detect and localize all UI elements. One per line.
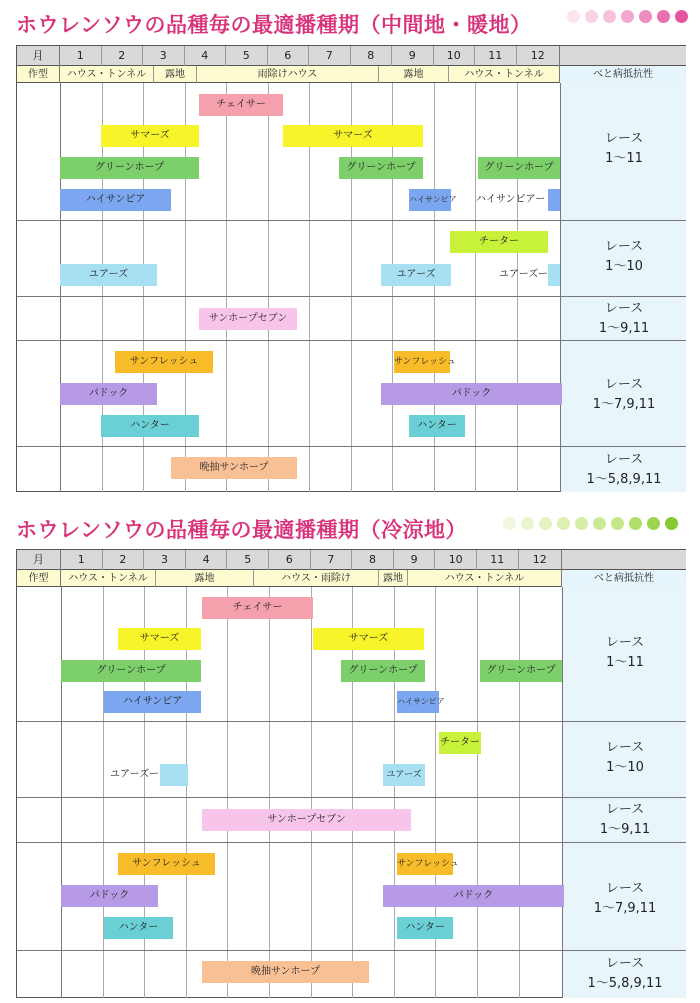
resistance-value: 1～9,11 xyxy=(599,822,651,837)
variety-bar-paddock: パドック xyxy=(381,383,562,405)
variety-bar-green-hope: グリーンホープ xyxy=(341,660,425,682)
month-2: 2 xyxy=(102,46,144,66)
resistance-value: 1～10 xyxy=(605,259,643,274)
resistance-race: レース xyxy=(604,377,644,392)
title-dot xyxy=(665,517,678,530)
variety-bar-sunfresh: サンフレッシュ xyxy=(118,853,215,875)
variety-label-yours: ユアーズー xyxy=(499,269,548,280)
resistance-cell xyxy=(562,843,686,950)
section-title: ホウレンソウの品種毎の最適播種期（冷涼地） xyxy=(16,518,467,542)
variety-bar-yours: ユアーズ xyxy=(60,264,157,286)
variety-bar-chaser: チェイサー xyxy=(199,94,283,116)
variety-bar-hi-sunpia: ハイサンピア xyxy=(104,691,201,713)
month-6: 6 xyxy=(268,46,310,66)
resistance-cell xyxy=(562,798,686,842)
resistance-cell xyxy=(562,722,686,797)
month-7: 7 xyxy=(311,550,353,570)
variety-bar-yours-end xyxy=(548,264,560,286)
month-9: 9 xyxy=(392,46,434,66)
variety-bar-yours-end xyxy=(160,764,188,786)
resistance-value: 1～9,11 xyxy=(598,321,650,336)
resistance-header: べと病抵抗性 xyxy=(560,66,686,83)
month-12: 12 xyxy=(517,46,561,66)
resistance-value: 1～10 xyxy=(606,760,644,775)
variety-bar-hunter: ハンター xyxy=(101,415,199,437)
resistance-value: 1～11 xyxy=(606,655,644,670)
variety-bar-yours: ユアーズ xyxy=(381,264,451,286)
month-3: 3 xyxy=(143,46,185,66)
variety-bar-green-hope: グリーンホープ xyxy=(478,157,560,179)
resistance-value: 1～5,8,9,11 xyxy=(586,472,662,487)
grid-line xyxy=(311,587,312,998)
variety-bar-sunhope-seven: サンホープセブン xyxy=(199,308,297,330)
grid-line xyxy=(227,587,228,998)
month-1: 1 xyxy=(60,46,102,66)
variety-bar-sunfresh: サンフレッシュ xyxy=(115,351,213,373)
title-dot xyxy=(675,10,688,23)
resistance-race: レース xyxy=(605,802,645,817)
month-11: 11 xyxy=(475,46,517,66)
resistance-race: レース xyxy=(605,881,645,896)
resistance-value: 1～5,8,9,11 xyxy=(587,976,663,991)
month-10: 10 xyxy=(435,550,477,570)
type-open-field: 露地 xyxy=(156,570,254,587)
month-6: 6 xyxy=(269,550,311,570)
section-title: ホウレンソウの品種毎の最適播種期（中間地・暖地） xyxy=(16,13,532,37)
title-dots xyxy=(503,517,687,531)
resistance-value: 1～7,9,11 xyxy=(593,901,657,916)
resistance-race: レース xyxy=(604,301,644,316)
schedule-body xyxy=(17,83,686,492)
month-2: 2 xyxy=(103,550,145,570)
variety-bar-paddock: パドック xyxy=(61,885,158,907)
month-8: 8 xyxy=(352,550,394,570)
grid-line xyxy=(517,83,518,492)
grid-line xyxy=(269,587,270,998)
schedule-table xyxy=(16,45,686,492)
title-dot xyxy=(647,517,660,530)
variety-bar-sunfresh: サンフレッシュ xyxy=(397,853,453,875)
title-dot xyxy=(575,517,588,530)
title-dot xyxy=(557,517,570,530)
schedule-table xyxy=(16,549,686,998)
month-label: 月 xyxy=(17,46,60,66)
resistance-value: 1～7,9,11 xyxy=(592,397,656,412)
title-dot xyxy=(611,517,624,530)
grid-line xyxy=(60,83,61,492)
schedule-body xyxy=(17,587,686,998)
variety-bar-green-hope: グリーンホープ xyxy=(60,157,199,179)
month-10: 10 xyxy=(434,46,476,66)
variety-bar-hi-sunpia: ハイサンピア xyxy=(397,691,439,713)
schedule-section-warm xyxy=(0,0,700,495)
month-5: 5 xyxy=(226,46,268,66)
resistance-header: べと病抵抗性 xyxy=(562,570,686,587)
grid-line xyxy=(477,587,478,998)
resistance-race: レース xyxy=(604,131,644,146)
month-header-row xyxy=(17,46,686,66)
title-dot xyxy=(639,10,652,23)
title-dot xyxy=(521,517,534,530)
month-5: 5 xyxy=(227,550,269,570)
month-1: 1 xyxy=(61,550,103,570)
resistance-header-blank xyxy=(562,550,686,570)
resistance-cell xyxy=(562,951,686,998)
month-4: 4 xyxy=(186,550,228,570)
variety-bar-yours: ユアーズ xyxy=(383,764,425,786)
title-dot xyxy=(657,10,670,23)
title-dot xyxy=(603,10,616,23)
variety-bar-hunter: ハンター xyxy=(397,917,453,939)
month-9: 9 xyxy=(394,550,436,570)
month-4: 4 xyxy=(185,46,227,66)
month-7: 7 xyxy=(309,46,351,66)
variety-bar-sunfresh: サンフレッシュ xyxy=(394,351,450,373)
month-12: 12 xyxy=(519,550,562,570)
grid-line xyxy=(268,83,269,492)
type-house-tunnel: ハウス・トンネル xyxy=(449,66,560,83)
title-dot xyxy=(567,10,580,23)
variety-bar-summers: サマーズ xyxy=(118,628,201,650)
title-dot xyxy=(629,517,642,530)
resistance-cell xyxy=(560,447,686,492)
variety-bar-green-hope: グリーンホープ xyxy=(339,157,423,179)
variety-bar-paddock: パドック xyxy=(383,885,564,907)
resistance-header-blank xyxy=(560,46,686,66)
resistance-cell xyxy=(560,297,686,340)
variety-label-hi-sunpia: ハイサンピアー xyxy=(476,194,546,205)
grid-line xyxy=(519,587,520,998)
variety-bar-summers: サマーズ xyxy=(283,125,423,147)
grid-line xyxy=(61,587,62,998)
resistance-race: レース xyxy=(604,239,644,254)
type-label: 作型 xyxy=(17,570,61,587)
variety-bar-hi-sunpia: ハイサンピア xyxy=(60,189,171,211)
type-label: 作型 xyxy=(17,66,60,83)
variety-bar-sunhope-seven: サンホープセブン xyxy=(202,809,411,831)
resistance-cell xyxy=(560,221,686,296)
type-open-field: 露地 xyxy=(379,570,408,587)
month-label: 月 xyxy=(17,550,61,570)
month-header-row xyxy=(17,550,686,570)
month-3: 3 xyxy=(144,550,186,570)
cultivation-type-row xyxy=(17,66,686,83)
variety-bar-cheetah: チーター xyxy=(439,732,481,754)
type-house-tunnel: ハウス・トンネル xyxy=(61,570,156,587)
resistance-cell xyxy=(560,83,686,220)
resistance-race: レース xyxy=(604,452,644,467)
resistance-value: 1～11 xyxy=(605,151,643,166)
variety-bar-hi-sunpia-end xyxy=(548,189,560,211)
resistance-cell xyxy=(560,341,686,446)
type-house-tunnel: ハウス・トンネル xyxy=(60,66,154,83)
resistance-cell xyxy=(562,587,686,721)
variety-bar-summers: サマーズ xyxy=(101,125,199,147)
grid-line xyxy=(475,83,476,492)
variety-bar-hunter: ハンター xyxy=(104,917,173,939)
variety-bar-banchu-sunhope: 晩抽サンホープ xyxy=(171,457,297,479)
variety-bar-paddock: パドック xyxy=(60,383,157,405)
variety-bar-green-hope: グリーンホープ xyxy=(480,660,562,682)
type-open-field: 露地 xyxy=(379,66,449,83)
schedule-section-cool xyxy=(0,503,700,1003)
title-dot xyxy=(593,517,606,530)
type-rain-shelter: 雨除けハウス xyxy=(197,66,379,83)
variety-bar-summers: サマーズ xyxy=(313,628,424,650)
type-house-tunnel: ハウス・トンネル xyxy=(408,570,562,587)
title-dot xyxy=(621,10,634,23)
variety-bar-banchu-sunhope: 晩抽サンホープ xyxy=(202,961,369,983)
type-open-field: 露地 xyxy=(154,66,197,83)
type-house-rain-shelter: ハウス・雨除け xyxy=(254,570,379,587)
title-dot xyxy=(539,517,552,530)
variety-bar-hunter: ハンター xyxy=(409,415,465,437)
title-dots xyxy=(567,10,687,24)
resistance-race: レース xyxy=(605,635,645,650)
variety-bar-chaser: チェイサー xyxy=(202,597,313,619)
variety-bar-hi-sunpia: ハイサンピア xyxy=(409,189,451,211)
cultivation-type-row xyxy=(17,570,686,587)
variety-bar-green-hope: グリーンホープ xyxy=(61,660,201,682)
title-dot xyxy=(585,10,598,23)
variety-bar-cheetah: チーター xyxy=(450,231,548,253)
grid-line xyxy=(226,83,227,492)
title-dot xyxy=(503,517,516,530)
resistance-race: レース xyxy=(605,956,645,971)
resistance-race: レース xyxy=(605,740,645,755)
month-11: 11 xyxy=(477,550,519,570)
month-8: 8 xyxy=(351,46,393,66)
variety-label-yours: ユアーズー xyxy=(110,769,159,780)
